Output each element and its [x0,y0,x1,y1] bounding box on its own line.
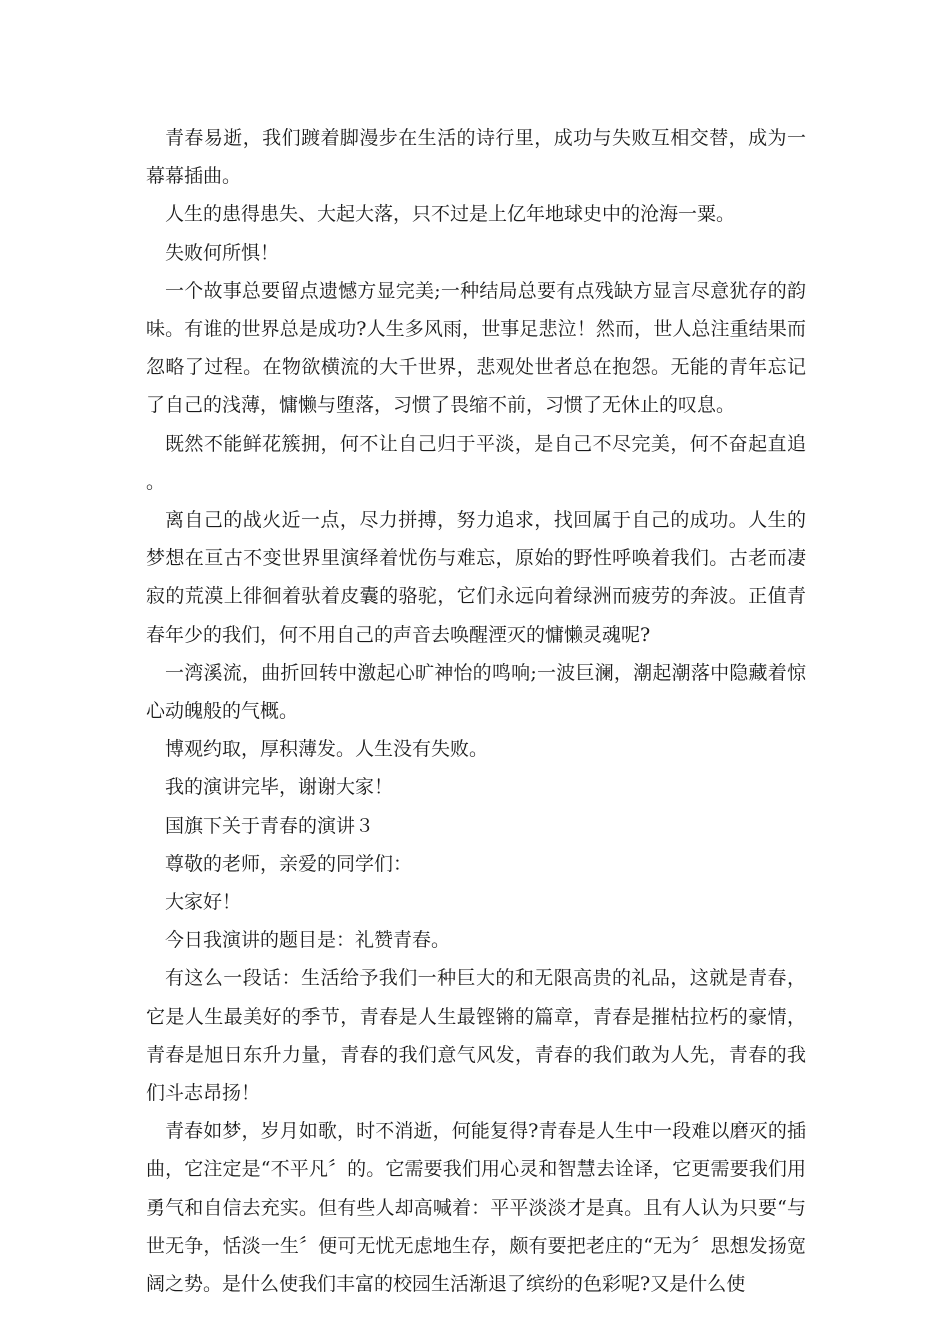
paragraph: 青春易逝，我们踱着脚漫步在生活的诗行里，成功与失败互相交替，成为一幕幕插曲。 [146,127,806,188]
paragraph: 一个故事总要留点遗憾方显完美;一种结局总要有点残缺方显言尽意犹存的韵味。有谁的世界总是成功?人生多风雨，世事足悲泣！然而，世人总注重结果而忽略了过程。在物欲横流的大千世界，悲观处世者总在抱怨。无能的青年忘记了自己的浅薄，慵懒与堕落，习惯了畏缩不前，习惯了无休止的叹息。 [146,279,806,417]
paragraph: 我的演讲完毕，谢谢大家！ [165,776,394,799]
paragraph: 一湾溪流，曲折回转中激起心旷神怡的鸣响;一波巨澜，潮起潮落中隐藏着惊心动魄般的气概。 [146,661,806,723]
document-body [146,119,806,1303]
paragraph: 青春如梦，岁月如歌，时不消逝，何能复得?青春是人生中一段难以磨灭的插曲，它注定是“不平凡〞的。它需要我们用心灵和智慧去诠译，它更需要我们用勇气和自信去充实。但有些人却高喊着：平平淡淡才是真。且有人认为只要“与世无争，恬淡一生〞便可无忧无虑地生存，颇有要把老庄的“无为〞思想发扬宽阔之势。是什么使我们丰富的校园生活渐退了缤纷的色彩呢?又是什么使 [146,1120,806,1296]
paragraph: 有这么一段话：生活给予我们一种巨大的和无限高贵的礼品，这就是青春，它是人生最美好的季节，青春是人生最铿锵的篇章，青春是摧枯拉朽的豪情，青春是旭日东升力量，青春的我们意气风发，青春的我们敢为人先，青春的我们斗志昂扬！ [146,967,806,1105]
section-heading: 国旗下关于青春的演讲３ [165,814,375,837]
paragraph: 尊敬的老师，亲爱的同学们： [165,852,413,875]
paragraph: 今日我演讲的题目是：礼赞青春。 [165,929,451,952]
paragraph: 既然不能鲜花簇拥，何不让自己归于平淡，是自己不尽完美，何不奋起直追。 [146,432,806,493]
paragraph: 离自己的战火近一点，尽力拼搏，努力追求，找回属于自己的成功。人生的梦想在亘古不变世界里演绎着忧伤与难忘，原始的野性呼唤着我们。古老而凄寂的荒漠上徘徊着驮着皮囊的骆驼，它们永远向着绿洲而疲劳的奔波。正值青春年少的我们，何不用自己的声音去唤醒湮灭的慵懒灵魂呢? [146,509,806,646]
paragraph: 失败何所惧！ [165,241,280,264]
paragraph: 大家好！ [165,891,242,914]
paragraph: 人生的患得患失、大起大落，只不过是上亿年地球史中的沧海一粟。 [165,203,736,226]
paragraph: 博观约取，厚积薄发。人生没有失败。 [165,738,489,761]
